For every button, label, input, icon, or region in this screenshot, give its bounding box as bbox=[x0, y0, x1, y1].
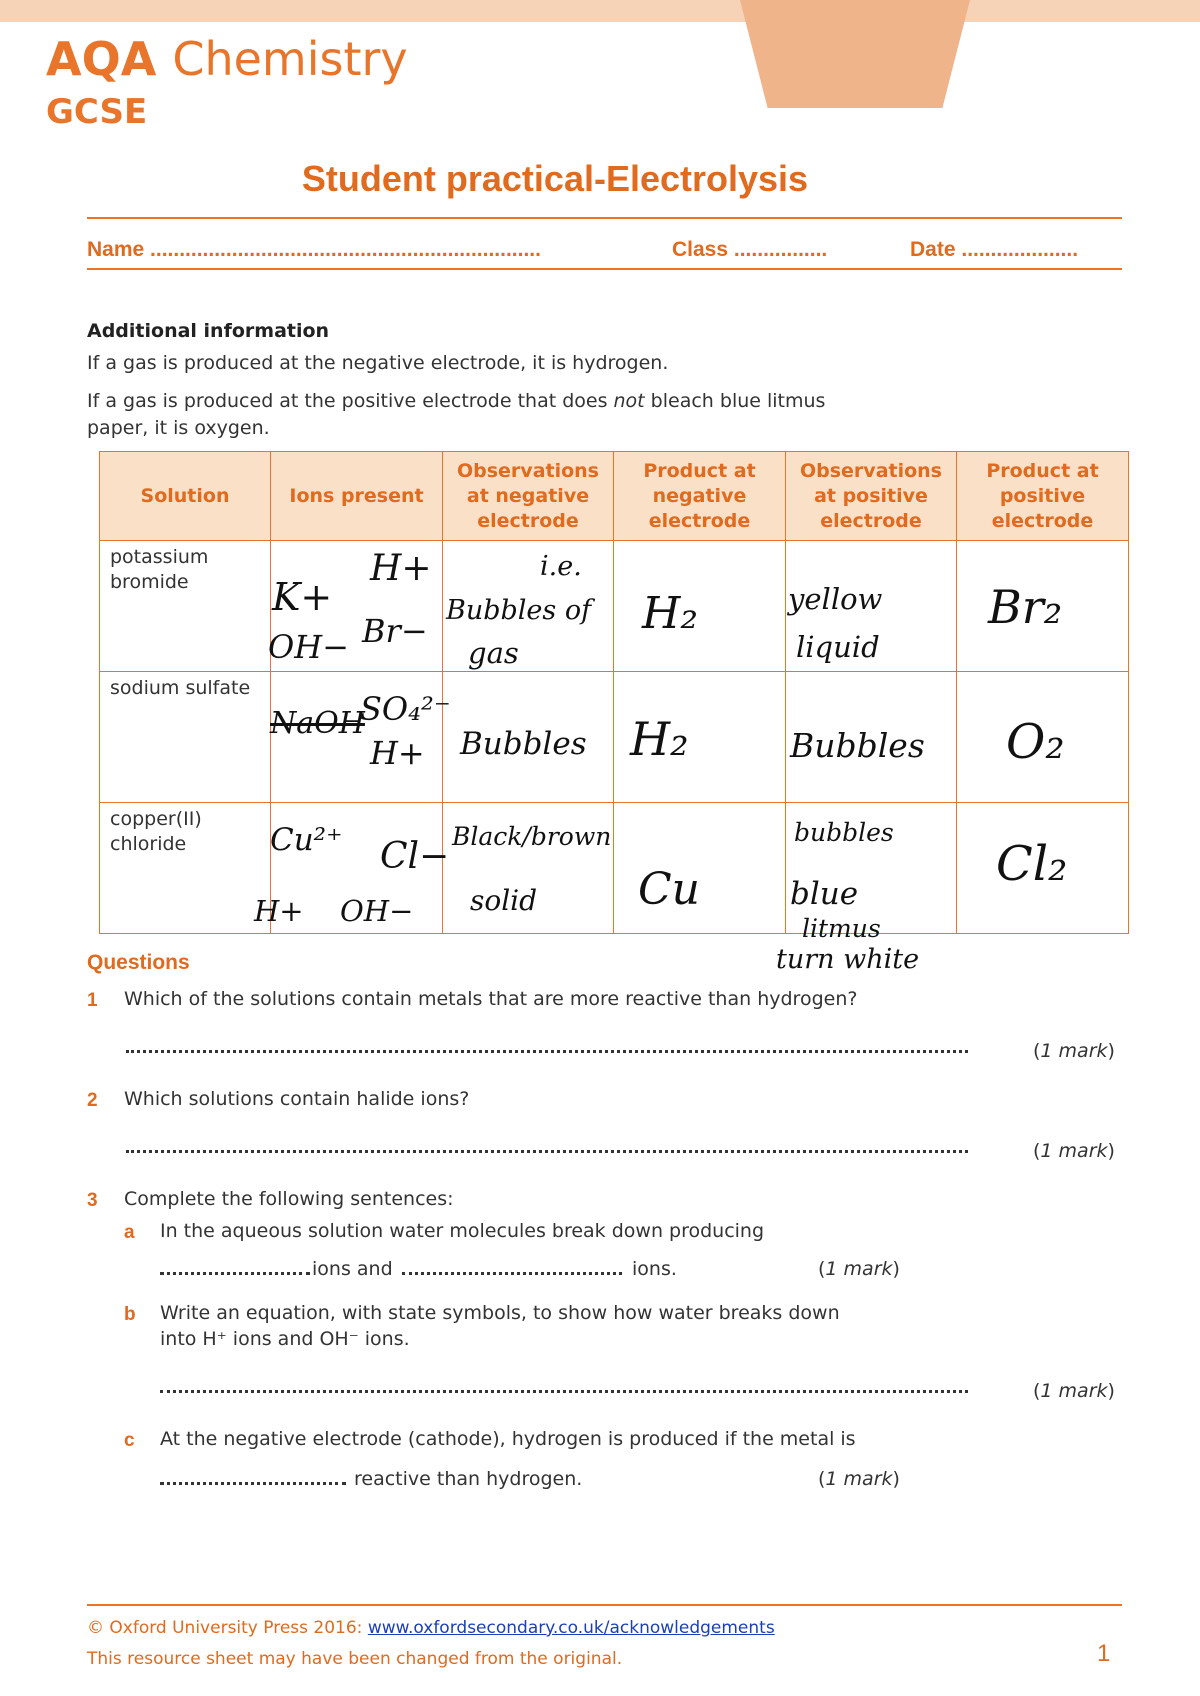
q3b-answer-line[interactable] bbox=[160, 1390, 968, 1393]
q3c-letter: c bbox=[124, 1430, 135, 1451]
page-number: 1 bbox=[1097, 1640, 1111, 1667]
q3c-text: At the negative electrode (cathode), hydrogen is produced if the metal is bbox=[160, 1428, 856, 1450]
q1-mark: (1 mark) bbox=[1033, 1040, 1115, 1062]
q3a-answer-line-2[interactable] bbox=[402, 1272, 622, 1275]
handwriting-r1-ions-a: K+ bbox=[272, 575, 333, 619]
page-title: Student practical-Electrolysis bbox=[301, 158, 809, 199]
handwriting-r3-obspos-b: blue bbox=[790, 876, 859, 912]
handwriting-r2-obsneg: Bubbles bbox=[460, 726, 587, 762]
q3a-ions-and: ions and bbox=[312, 1258, 393, 1280]
handwriting-r1-obsneg-b: i.e. bbox=[540, 551, 582, 582]
info-line-1: If a gas is produced at the negative electrode, it is hydrogen. bbox=[87, 352, 669, 374]
brand-logo bbox=[46, 32, 408, 86]
q3c-after: reactive than hydrogen. bbox=[354, 1468, 583, 1490]
table-row bbox=[100, 541, 1129, 672]
header-obs-negative: Observations at negative electrode bbox=[443, 452, 614, 541]
date-label: Date .................... bbox=[910, 238, 1079, 261]
results-table bbox=[99, 451, 1129, 934]
name-rule bbox=[87, 268, 1122, 270]
handwriting-r3-obsneg-b: solid bbox=[470, 884, 538, 917]
solution-cell: potassium bromide bbox=[100, 541, 271, 672]
q3b-mark: (1 mark) bbox=[1033, 1380, 1115, 1402]
handwriting-r1-ions-b: H+ bbox=[370, 548, 432, 589]
handwriting-r3-ions-b: Cl− bbox=[380, 836, 450, 877]
questions-heading: Questions bbox=[87, 951, 190, 974]
handwriting-r1-prodpos: Br₂ bbox=[988, 580, 1063, 634]
q3c-mark: (1 mark) bbox=[818, 1468, 900, 1490]
handwriting-r3-obsneg-a: Black/brown bbox=[452, 822, 612, 851]
info-line-2: If a gas is produced at the positive electrode that does not bleach blue litmus paper, it is oxygen. bbox=[87, 390, 826, 439]
acknowledgements-link[interactable]: www.oxfordsecondary.co.uk/acknowledgements bbox=[367, 1618, 775, 1638]
handwriting-r3-obspos-c: litmus bbox=[802, 914, 881, 943]
q3c-answer-line[interactable] bbox=[160, 1482, 346, 1485]
footer-copyright: © Oxford University Press 2016: www.oxfordsecondary.co.uk/acknowledgements bbox=[87, 1618, 775, 1638]
handwriting-r3-ions-a: Cu²⁺ bbox=[270, 822, 343, 858]
handwriting-r2-ions-a: NaOH bbox=[270, 706, 365, 741]
q3b-text-1: Write an equation, with state symbols, to show how water breaks down bbox=[160, 1302, 840, 1324]
header-product-negative: Product at negative electrode bbox=[614, 452, 786, 541]
solution-cell: sodium sulfate bbox=[100, 672, 271, 803]
handwriting-r1-obsneg-c: gas bbox=[468, 636, 519, 670]
title-rule bbox=[87, 217, 1122, 219]
handwriting-r1-ions-c: OH− bbox=[268, 628, 349, 666]
q1-answer-line[interactable] bbox=[126, 1050, 968, 1053]
q1-text: Which of the solutions contain metals that are more reactive than hydrogen? bbox=[124, 988, 858, 1010]
footer-note: This resource sheet may have been changed from the original. bbox=[87, 1649, 623, 1669]
header-solution: Solution bbox=[100, 452, 271, 541]
q3-text: Complete the following sentences: bbox=[124, 1188, 454, 1210]
q1-number: 1 bbox=[87, 990, 98, 1011]
additional-info-heading: Additional information bbox=[87, 320, 330, 342]
handwriting-r1-obsneg-a: Bubbles of bbox=[446, 595, 592, 626]
header-band bbox=[0, 0, 1200, 22]
handwriting-r3-obspos-d: turn white bbox=[776, 944, 920, 975]
handwriting-r1-ions-d: Br− bbox=[362, 612, 428, 650]
handwriting-r3-ions-c: H+ bbox=[254, 894, 304, 928]
q3b-text-2: into H⁺ ions and OH⁻ ions. bbox=[160, 1328, 410, 1350]
q3a-answer-line-1[interactable] bbox=[160, 1272, 310, 1275]
header-product-positive: Product at positive electrode bbox=[957, 452, 1129, 541]
class-label: Class ................ bbox=[672, 238, 828, 261]
handwriting-r1-prodneg: H₂ bbox=[642, 588, 699, 639]
q2-text: Which solutions contain halide ions? bbox=[124, 1088, 470, 1110]
solution-cell: copper(II) chloride bbox=[100, 803, 271, 934]
q2-answer-line[interactable] bbox=[126, 1150, 968, 1153]
brand-aqa: AQA bbox=[46, 32, 157, 86]
q3a-mark: (1 mark) bbox=[818, 1258, 900, 1280]
table-row bbox=[100, 672, 1129, 803]
handwriting-r2-prodneg: H₂ bbox=[630, 712, 689, 766]
q3b-letter: b bbox=[124, 1304, 136, 1325]
table-header-row bbox=[100, 452, 1129, 541]
handwriting-r3-obspos-a: bubbles bbox=[794, 818, 894, 847]
handwriting-r2-obspos: Bubbles bbox=[790, 726, 925, 765]
handwriting-r2-ions-b: SO₄²⁻ bbox=[360, 690, 451, 728]
q3a-letter: a bbox=[124, 1222, 135, 1243]
header-ions: Ions present bbox=[271, 452, 443, 541]
q2-number: 2 bbox=[87, 1090, 98, 1111]
name-label: Name ................................................................... bbox=[87, 238, 541, 261]
handwriting-r3-prodpos: Cl₂ bbox=[996, 836, 1068, 892]
handwriting-r2-prodpos: O₂ bbox=[1006, 714, 1065, 770]
q3a-text: In the aqueous solution water molecules break down producing bbox=[160, 1220, 765, 1242]
handwriting-r2-ions-c: H+ bbox=[370, 734, 425, 772]
brand-level: GCSE bbox=[46, 92, 148, 132]
footer-rule bbox=[87, 1604, 1122, 1606]
header-obs-positive: Observations at positive electrode bbox=[786, 452, 957, 541]
q3a-ions: ions. bbox=[632, 1258, 677, 1280]
q3-number: 3 bbox=[87, 1190, 98, 1211]
brand-subject: Chemistry bbox=[172, 32, 408, 86]
handwriting-r3-prodneg: Cu bbox=[638, 864, 701, 915]
hexagon-decoration bbox=[740, 0, 970, 108]
handwriting-r1-obspos-a: yellow bbox=[788, 582, 883, 616]
handwriting-r1-obspos-b: liquid bbox=[796, 630, 880, 664]
q2-mark: (1 mark) bbox=[1033, 1140, 1115, 1162]
handwriting-r3-ions-d: OH− bbox=[340, 894, 414, 928]
